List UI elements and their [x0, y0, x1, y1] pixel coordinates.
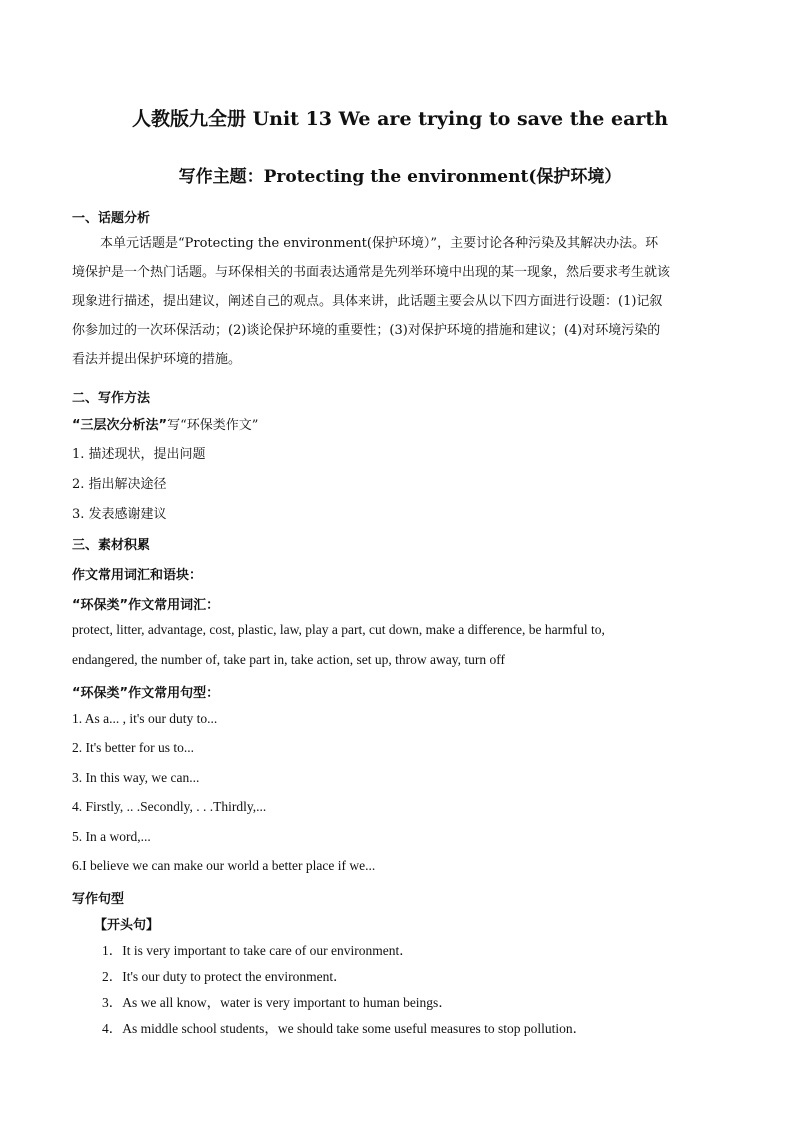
method-step: 2. 指出解决途径	[72, 477, 167, 492]
vocab-heading: 作文常用词汇和语块：	[72, 568, 203, 583]
sentence-pattern: 4. Firstly, .. .Secondly, . . .Thirdly,...	[72, 799, 267, 814]
paragraph-line: 现象进行描述，提出建议，阐述自己的观点。具体来讲，此话题主要会从以下四方面进行设题：(1)记叙	[72, 294, 663, 309]
document-subtitle: 写作主题：Protecting the environment(保护环境）	[178, 167, 622, 187]
writing-patterns-heading: 写作句型	[72, 892, 125, 907]
method-step: 1. 描述现状，提出问题	[72, 447, 206, 462]
method-step: 3. 发表感谢建议	[72, 507, 167, 522]
opening-sentence: 3．As we all know，water is very important to human beings．	[102, 995, 452, 1010]
document-title: 人教版九全册 Unit 13 We are trying to save the earth	[131, 108, 669, 130]
sentence-pattern: 5. In a word,...	[72, 829, 151, 844]
sentence-pattern: 1. As a... , it's our duty to...	[72, 711, 218, 726]
opening-sentence: 4．As middle school students，we should take some useful measures to stop pollution．	[102, 1021, 587, 1036]
section-heading-topic-analysis: 一、话题分析	[72, 211, 151, 226]
opening-sentence: 2．It's our duty to protect the environment．	[102, 969, 347, 984]
sentence-pattern: 2. It's better for us to...	[72, 740, 195, 755]
method-name: “三层次分析法”	[72, 418, 168, 433]
sentence-pattern: 3. In this way, we can...	[72, 770, 200, 785]
method-description: 写“环保类作文”	[167, 418, 259, 433]
opening-sentences-label: 【开头句】	[94, 918, 160, 933]
sentence-pattern: 6.I believe we can make our world a better place if we...	[72, 858, 376, 873]
paragraph-line: 本单元话题是“Protecting the environment(保护环境）”，主要讨论各种污染及其解决办法。环	[100, 236, 659, 251]
sentence-subheading: “环保类”作文常用句型：	[72, 686, 220, 701]
vocab-line: endangered, the number of, take part in, take action, set up, throw away, turn off	[72, 652, 505, 667]
vocab-line: protect, litter, advantage, cost, plastic, law, play a part, cut down, make a difference, be harmful to,	[72, 622, 605, 637]
topic-analysis-paragraph	[72, 229, 728, 374]
section-heading-writing-method: 二、写作方法	[72, 391, 151, 406]
paragraph-line: 你参加过的一次环保活动；(2)谈论保护环境的重要性；(3)对保护环境的措施和建议；(4)对环境污染的	[72, 323, 661, 338]
section-heading-materials: 三、素材积累	[72, 538, 151, 553]
paragraph-line: 看法并提出保护环境的措施。	[72, 352, 242, 367]
paragraph-line: 境保护是一个热门话题。与环保相关的书面表达通常是先列举环境中出现的某一现象，然后要求考生就该	[72, 265, 671, 280]
method-line	[72, 414, 258, 433]
opening-sentence: 1．It is very important to take care of our environment．	[102, 943, 413, 958]
vocab-subheading: “环保类”作文常用词汇：	[72, 598, 220, 613]
